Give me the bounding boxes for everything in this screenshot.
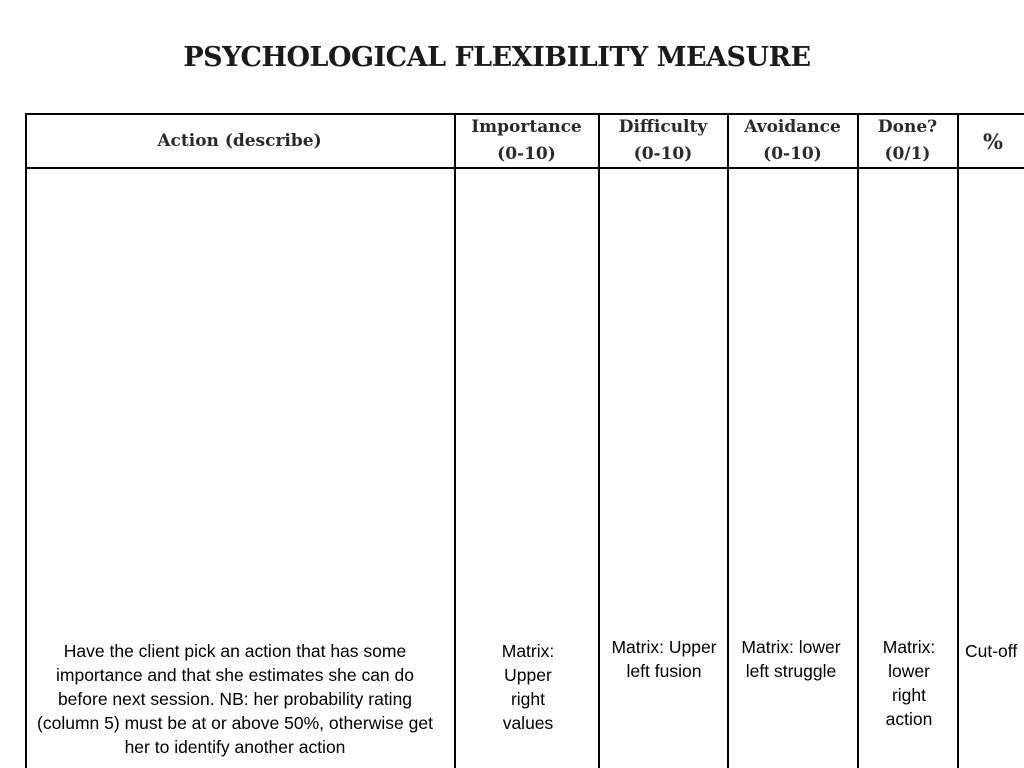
header-importance-range: (0-10) <box>497 144 556 164</box>
header-avoidance-range: (0-10) <box>763 144 822 164</box>
header-importance <box>455 113 598 169</box>
table-left-border <box>25 113 27 768</box>
flexibility-table <box>25 113 1024 768</box>
note-avoidance: Matrix: lower left struggle <box>741 637 841 681</box>
header-done <box>858 113 957 169</box>
header-done-range: (0/1) <box>884 144 931 164</box>
header-difficulty-range: (0-10) <box>633 144 693 164</box>
header-percent <box>958 113 1024 169</box>
header-difficulty-label: Difficulty <box>618 117 708 137</box>
header-done-label: Done? <box>877 117 938 137</box>
header-importance-label: Importance <box>471 117 582 137</box>
column-divider <box>454 113 456 768</box>
header-difficulty <box>599 113 727 169</box>
header-percent-label: % <box>983 128 1003 154</box>
header-action-label: Action (describe) <box>157 130 322 151</box>
page-title: PSYCHOLOGICAL FLEXIBILITY MEASURE <box>183 42 811 73</box>
note-action: Have the client pick an action that has some importance and that she estimates she can do before next session. NB: her probability rating (column 5) must be at or above 50%, otherwise get her to identify another action <box>37 641 433 757</box>
column-divider <box>598 113 600 768</box>
note-done: Matrix: lower right action <box>882 637 936 729</box>
note-percent: Cut-off <box>965 641 1018 661</box>
header-avoidance-label: Avoidance <box>744 117 841 137</box>
note-importance: Matrix: Upper right values <box>501 641 555 733</box>
note-difficulty: Matrix: Upper left fusion <box>611 637 717 681</box>
header-avoidance <box>728 113 857 169</box>
column-divider <box>957 113 959 768</box>
column-divider <box>727 113 729 768</box>
column-divider <box>857 113 859 768</box>
header-action <box>25 113 454 169</box>
